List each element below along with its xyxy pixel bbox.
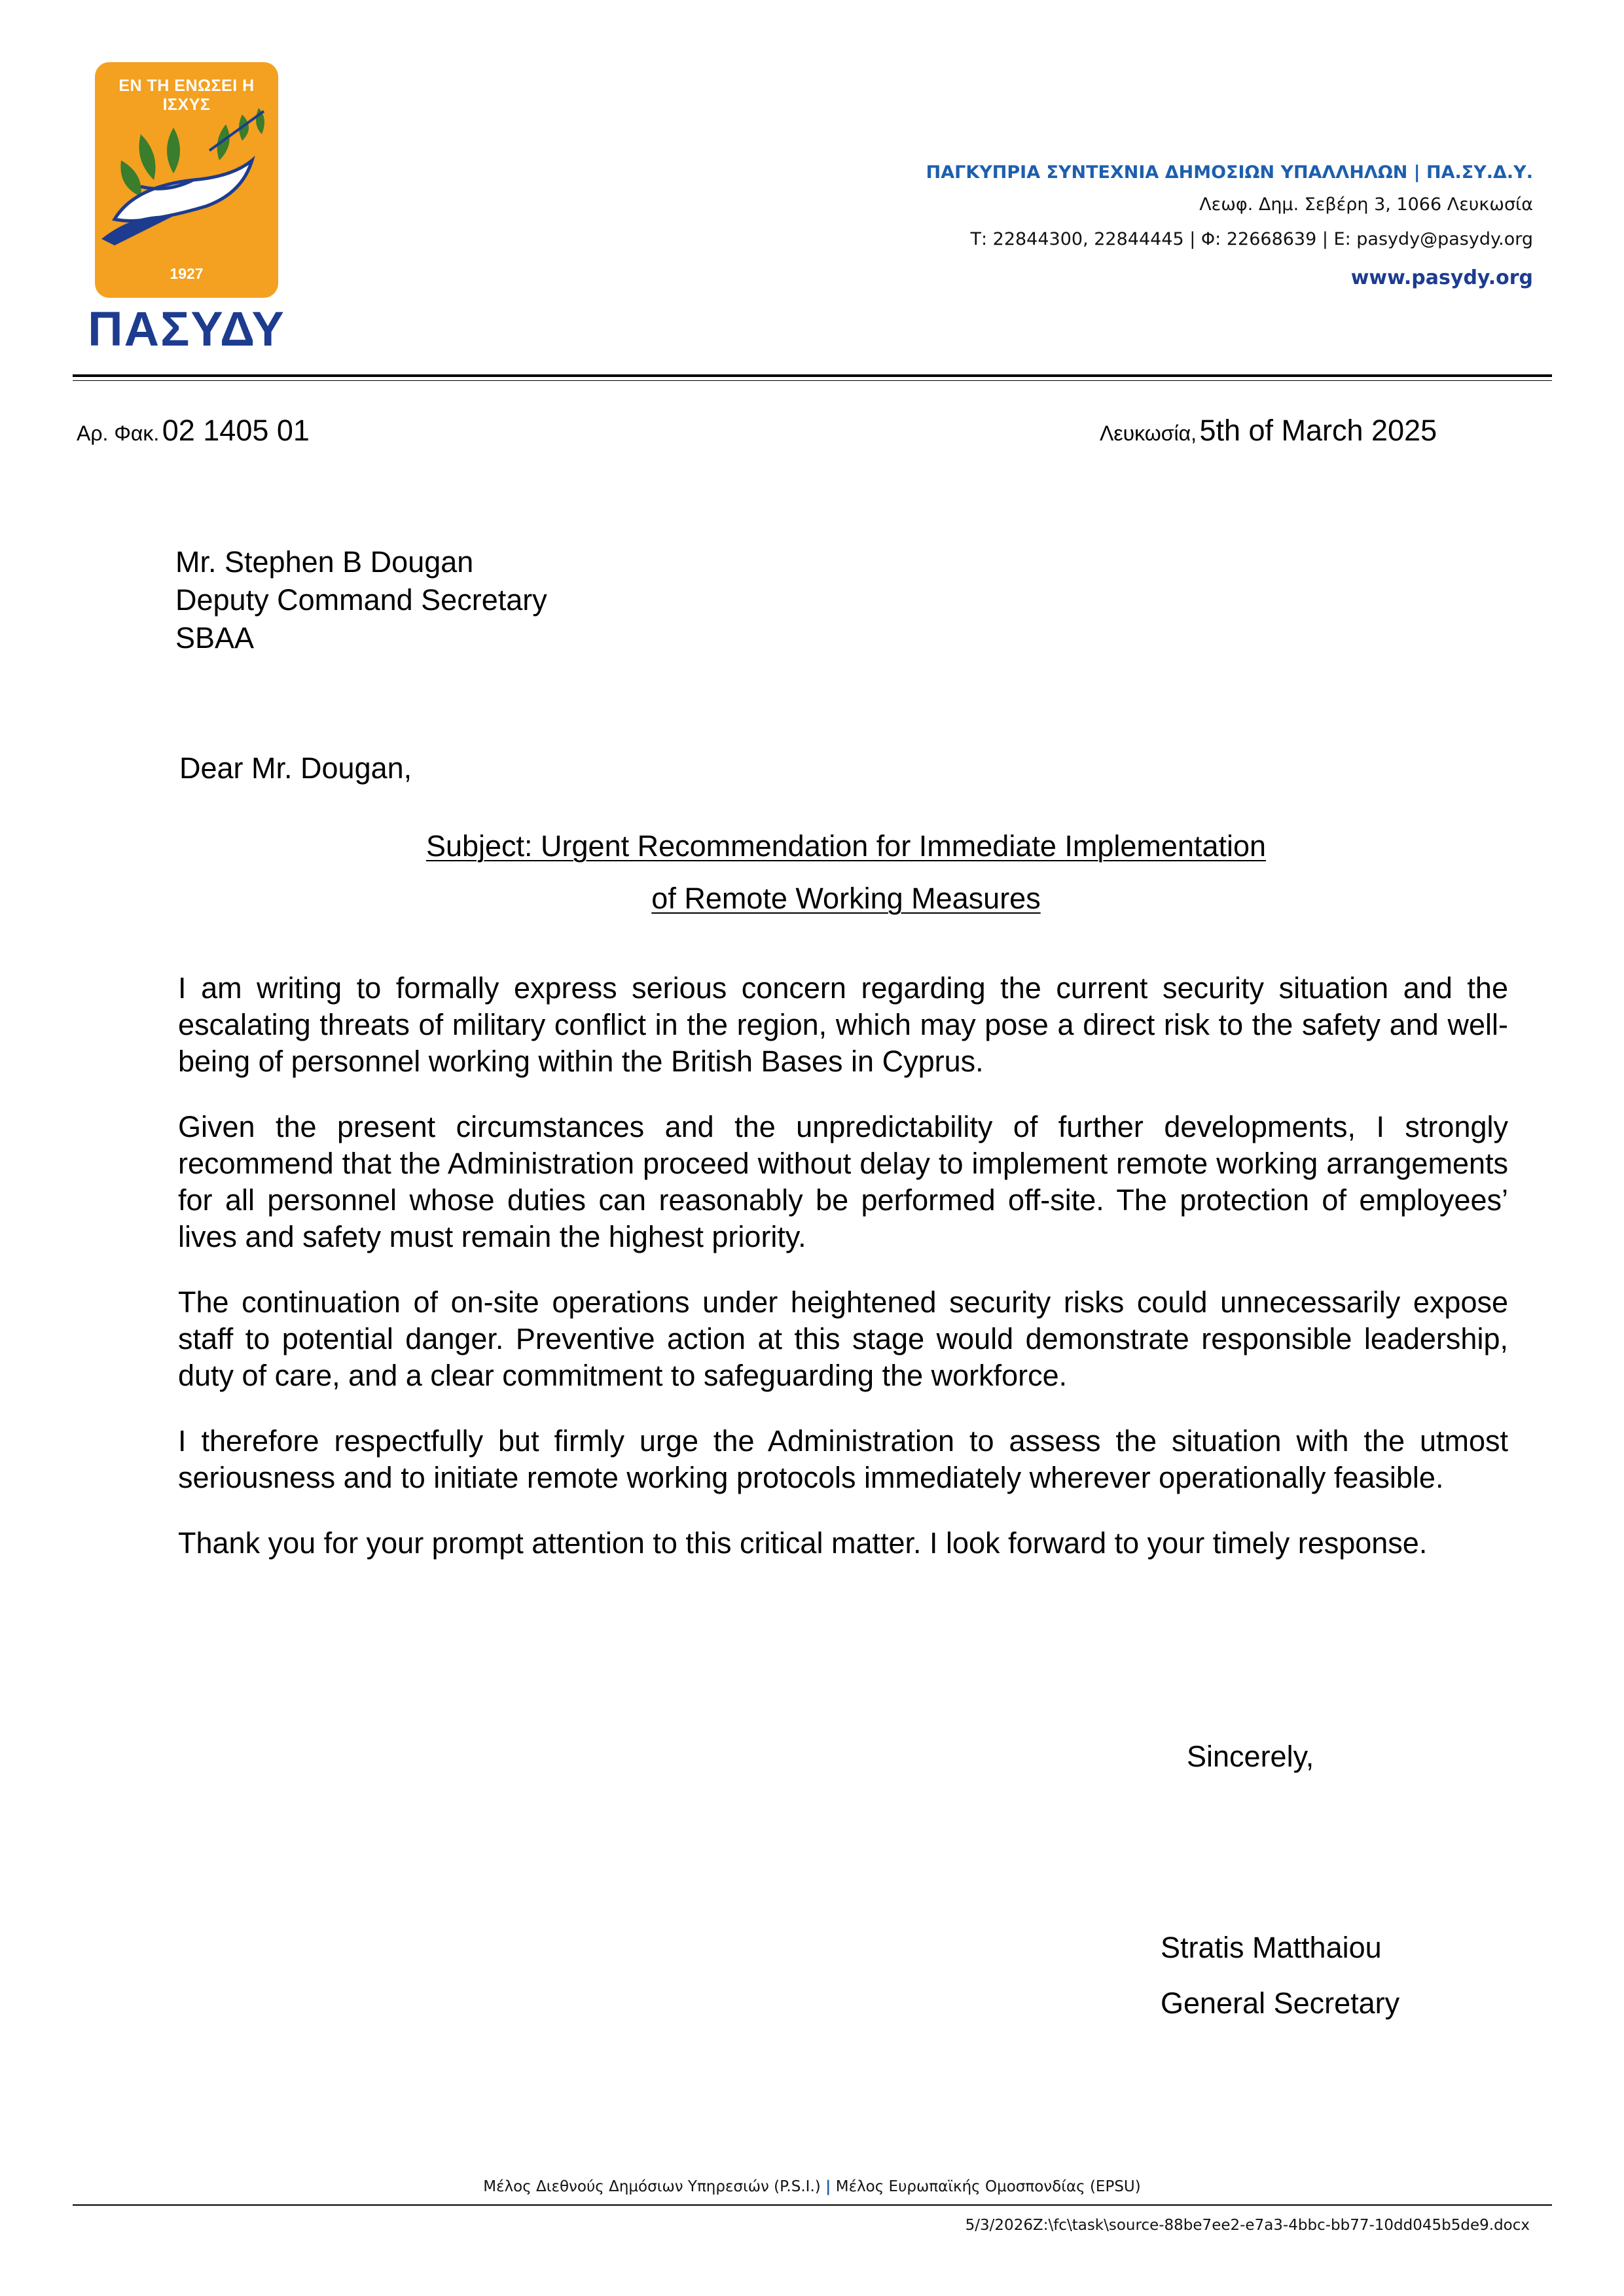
- recipient-title: Deputy Command Secretary: [175, 583, 547, 617]
- header-website-link[interactable]: www.pasydy.org: [1350, 266, 1533, 289]
- subject-line-2: of Remote Working Measures: [651, 882, 1041, 915]
- recipient-organization: SBAA: [175, 621, 255, 655]
- header-organization: ΠΑΓΚΥΠΡΙΑ ΣΥΝΤΕΧΝΙΑ ΔΗΜΟΣΙΩΝ ΥΠΑΛΛΗΛΩΝ | ΠΑ.ΣΥ.Δ.Υ.: [926, 162, 1533, 183]
- organization-logo: [75, 62, 285, 356]
- footer-psi-membership: Μέλος Διεθνούς Δημόσιων Υπηρεσιών (P.S.I.): [483, 2178, 821, 2195]
- header-address: Λεωφ. Δημ. Σεβέρη 3, 1066 Λευκωσία: [1199, 194, 1533, 215]
- date-place-label: Λευκωσία,: [1100, 422, 1197, 445]
- logo-motto: ΕΝ ΤΗ ΕΝΩΣΕΙ Η ΙΣΧΥΣ: [118, 77, 255, 114]
- recipient-block: [175, 543, 547, 657]
- body-paragraph-4: I therefore respectfully but firmly urge the Administration to assess the situation with the utmost seriousness and to initiate remote working protocols immediately wherever operationally feasible.: [178, 1424, 1508, 1494]
- letter-body: [178, 970, 1508, 1590]
- footer-separator: |: [825, 2178, 831, 2195]
- body-paragraph-5: Thank you for your prompt attention to this critical matter. I look forward to your timely response.: [178, 1526, 1428, 1560]
- logo-year: 1927: [170, 265, 204, 282]
- closing: Sincerely,: [1187, 1740, 1314, 1773]
- footer-epsu-membership: Μέλος Ευρωπαϊκής Ομοσπονδίας (EPSU): [835, 2178, 1141, 2195]
- logo-wordmark: ΠΑΣΥΔΥ: [88, 302, 285, 356]
- footer-file-path: 5/3/2026Z:\fc\task\source-88be7ee2-e7a3-4bbc-bb77-10dd045b5de9.docx: [965, 2217, 1530, 2234]
- signatory-title: General Secretary: [1161, 1986, 1400, 2020]
- letter-date: [1100, 414, 1437, 448]
- file-reference: [77, 414, 310, 448]
- header-divider: [73, 374, 1552, 377]
- body-paragraph-1: I am writing to formally express serious concern regarding the current security situation and the escalating threats of military conflict in the region, which may pose a direct risk to the safety and well-being of personnel working within the British Bases in Cyprus.: [178, 971, 1508, 1078]
- subject-heading: [275, 820, 1417, 925]
- file-reference-value: 02 1405 01: [162, 414, 310, 447]
- footer-divider: [73, 2204, 1552, 2206]
- body-paragraph-2: Given the present circumstances and the unpredictability of further developments, I strongly recommend that the Administration proceed without delay to implement remote working arrangements for all personnel whose duties can reasonably be performed off-site. The protection of employees’ lives and safety must remain the highest priority.: [178, 1110, 1508, 1253]
- header-divider-thin: [73, 380, 1552, 381]
- body-paragraph-3: The continuation of on-site operations under heightened security risks could unnecessarily expose staff to potential danger. Preventive action at this stage would demonstrate responsible leadership, duty of care, and a clear commitment to safeguarding the workforce.: [178, 1285, 1508, 1392]
- date-value: 5th of March 2025: [1199, 414, 1437, 447]
- logo-emblem: [95, 62, 278, 298]
- signatory-name: Stratis Matthaiou: [1161, 1931, 1382, 1964]
- subject-line-1: Subject: Urgent Recommendation for Immediate Implementation: [425, 829, 1267, 863]
- footer-memberships: [0, 2178, 1624, 2195]
- salutation: Dear Mr. Dougan,: [179, 751, 412, 785]
- dove-olive-branch-icon: [95, 88, 278, 265]
- header-contact-numbers: Τ: 22844300, 22844445 | Φ: 22668639 | Ε: pasydy@pasydy.org: [970, 229, 1533, 249]
- file-reference-label: Αρ. Φακ.: [77, 422, 160, 445]
- recipient-name: Mr. Stephen B Dougan: [175, 545, 474, 579]
